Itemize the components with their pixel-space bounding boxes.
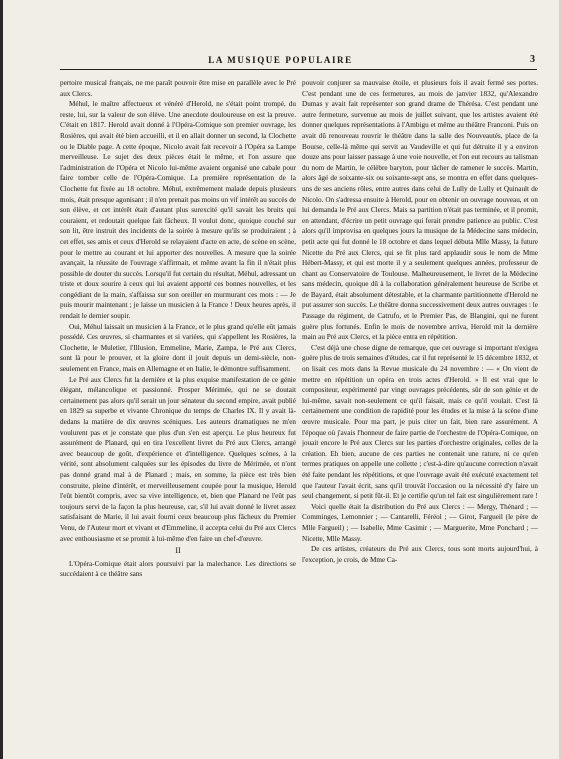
paragraph: C'est déjà une chose digne de remarque, que cet ouvrage si important n'exigea guère plus de trois semaines d'études, car il fut représenté le 15 décembre 1832, et on lisait ces mots dans la Revue musicale du 24 novembre : — « On vient de mettre en répétition un opéra en trois actes d'Herold. » Il est vrai que le compositeur, expérimenté par vingt ouvrages précédents, sûr de son génie et de lui-même, savait non-seulement ce qu'il faisait, mais ce qu'il voulait. C'est là certainement une condition de rapidité pour les études et la mise à la scène d'une œuvre musicale. Pour ma part, je puis citer un fait, bien rare assurément. A l'époque où j'avais l'honneur de faire partie de l'orchestre de l'Opéra-Comique, on jouait encore le Pré aux Clercs sur les parties d'orchestre originales, celles de la création. Eh bien, aucune de ces parties ne contenait une rature, ni ce qu'en termes pratiques on appelle une collette ; c'est-à-dire qu'aucune correction n'avait été faite pendant les répétitions, et que l'ouvrage avait été exécuté exactement tel que l'auteur l'avait écrit, sans qu'il trouvât l'occasion ou la nécessité d'y faire un seul changement, si petit fût-il. Et je certifie qu'un tel fait est singulièrement rare ! (302, 343, 538, 501)
paragraph: L'Opéra-Comique était alors poursuivi par la malechance. Les directions se succédaient à ce théâtre sans (60, 559, 296, 579)
paragraph: pertoire musical français, ne me paraît pouvoir être mise en parallèle avec le Pré aux Clercs. (60, 79, 296, 98)
header-rule (60, 69, 537, 70)
paragraph: Le Pré aux Clercs fut la dernière et la plus exquise manifestation de ce génie élégant, mélancolique et passionné. Prosper Mérimée, qui ne se doutait certainement pas alors qu'il serait un jour sénateur du second empire, avait publié en 1829 sa superbe et vivante Chronique du temps de Charles IX. Il y avait là-dedans la matière de dix œuvres scéniques. Les auteurs dramatiques ne m'en voulurent pas et je constate que plus d'un s'en est aperçu. Le plus heureux fut assurément de Planard, qui en tira l'excellent livret du Pré aux Clercs, arrangé avec beaucoup de goût, d'expérience et d'intelligence. Quelques scènes, à la vérité, sont absolument calquées sur les épisodes du livre de Mérimée, et n'ont pas donné grand mal à de Planard ; mais, en somme, la pièce est très bien construite, pleine d'intérêt, et merveilleusement coupée pour la musique, Herold l'eût bientôt compris, avec sa vive intelligence, et, bien que Planard ne l'eût pas toujours servi de la façon la plus heureuse, car, s'il lui avait donné le livret assez satisfaisant de Marie, il lui avait fourni ceux beaucoup plus fâcheux du Premier Venu, de l'Auteur mort et vivant et d'Emmeline, il accepta celui du Pré aux Clercs avec enthousiasme et se promit à lui-même d'en faire un chef-d'œuvre. (60, 375, 296, 543)
page-left-edge (0, 0, 3, 759)
running-header-title: LA MUSIQUE POPULAIRE (208, 55, 353, 65)
paragraph: De ces artistes, créateurs du Pré aux Clercs, tous sont morts aujourd'hui, à l'exception, je crois, de Mme Ca- (302, 545, 538, 564)
left-column (60, 78, 296, 758)
right-column (302, 78, 538, 758)
page-number: 3 (530, 54, 535, 65)
section-heading: II (175, 546, 181, 556)
paragraph: Voici quelle était la distribution du Pré aux Clercs : — Mergy, Thénard ; — Comminges, Lemonnier ; — Cantarelli, Féréol ; — Girot, Fargueil (le père de Mlle Fargueil) ; — Isabelle, Mme Casimir ; — Marguerite, Mme Ponchard ; — Nicette, Mlle Massy. (302, 502, 538, 543)
paragraph: pouvoir conjurer sa mauvaise étoile, et plusieurs fois il avait fermé ses portes. C'est pendant une de ces fermetures, au mois de janvier 1832, qu'Alexandre Dumas y avait fait représenter son grand drame de Thérésa. C'est pendant une autre fermeture, survenue au mois de juillet suivant, que les artistes avaient été donner quelques représentations à l'Ambigu et même au théâtre Franconi. Puis on avait dû renouveau rouvrir le théâtre dans la salle des Nouveautés, place de la Bourse, celle-là même qui servit au Vaudeville et qui fut détruite il y a environ douze ans pour laisser passage à une voie nouvelle, et l'on eut recours au talisman du nom de Martin, le célèbre baryton, pour tâcher de ramener le succès. Martin, alors âgé de soixante-six ou soixante-sept ans, se montra en effet dans quelques-uns de ses anciens rôles, entre autres dans celui de Lully de Lully et Quinault de Nicolo. On s'adressa ensuite à Herold, pour en obtenir un ouvrage nouveau, et on lui demanda le Pré aux Clercs. Mais sa partition n'était pas terminée, et il promit, en attendant, d'écrire un petit ouvrage qui ferait prendre patience au public. C'est alors qu'il improvisa en quelques jours la musique de la Médecine sans médecin, petit acte qui fut donné le 18 octobre et dans lequel débuta Mlle Massy, la future Nicette du Pré aux Clercs, qui se fit plus tard applaudir sous le nom de Mme Hébert-Massy, et qui est morte il y a seulement quelques années, professeur de chant au Conservatoire de Toulouse. Malheureusement, le livret de la Médecine sans médecin, quoique dû à la collaboration généralement heureuse de Scribe et de Bayard, était absolument détestable, et la charmante partitionnette d'Herold ne put assurer son succès. Le théâtre donna successivement deux autres ouvrages : le Passage du régiment, de Catrufo, et le Premier Pas, de Blangini, qui ne furent guère plus fortunés. Enfin le mois de novembre arriva, Herold mit la dernière main au Pré aux Clercs, et la pièce entra en répétition. (302, 79, 538, 342)
paragraph: Méhul, le maître affectueux et vénéré d'Herold, ne s'était point trompé, du reste, lui, sur la valeur de son élève. Une anecdote douloureuse en est la preuve. C'était en 1817. Herold avait donné à l'Opéra-Comique son premier ouvrage, les Rosières, qui avait été bien accueilli, et il en allait donner un second, la Clochette ou le Diable page. A cette époque, Nicolo avait fait recevoir à l'Opéra sa Lampe merveilleuse. Le sujet des deux pièces était le même, et l'on assure que l'administration de l'Opéra et Nicolo lui-même avaient organisé une cabale pour faire tomber celle de l'Opéra-Comique. La première représentation de la Clochette fut fixée au 18 octobre. Méhul, extrêmement malade depuis plusieurs mois, était presque agonisant ; il n'en prenait pas moins un vif intérêt au succès de son élève, et cet intérêt était d'autant plus surexcité qu'il savait les bruits qui couraient, et redoutait quelque fait fâcheux. Il voulut donc, quoique couché sur son lit, être instruit des incidents de la soirée à mesure qu'ils se produiraient ; à cet effet, ses amis et ceux d'Herold se relayaient d'acte en acte, de scène en scène, pour le mettre au courant et lui apporter des nouvelles. A mesure que la soirée avançait, la réussite de l'ouvrage s'affirmait, et même avant la fin il n'était plus possible de douter du succès. Lorsqu'il fut certain du résultat, Méhul, adressant un triste et doux sourire à ceux qui lui avaient apporté ces bonnes nouvelles, et les congédiant de la main, s'affaissa sur son oreiller en murmurant ces mots : — Je puis mourir maintenant ; je laisse un musicien à la France ! Deux heures après, il rendait le dernier soupir. (60, 100, 296, 321)
paragraph: Oui, Méhul laissait un musicien à la France, et le plus grand qu'elle eût jamais possédé. Ces œuvres, si charmantes et si variées, qui s'appellent les Rosières, la Clochette, le Muletier, l'Illusion, Emmeline, Marie, Zampa, le Pré aux Clercs, sont là pour le prouver, et la gloire dont il jouit depuis un demi-siècle, non-seulement en France, mais en Allemagne et en Italie, le démontre suffisamment. (60, 322, 296, 374)
